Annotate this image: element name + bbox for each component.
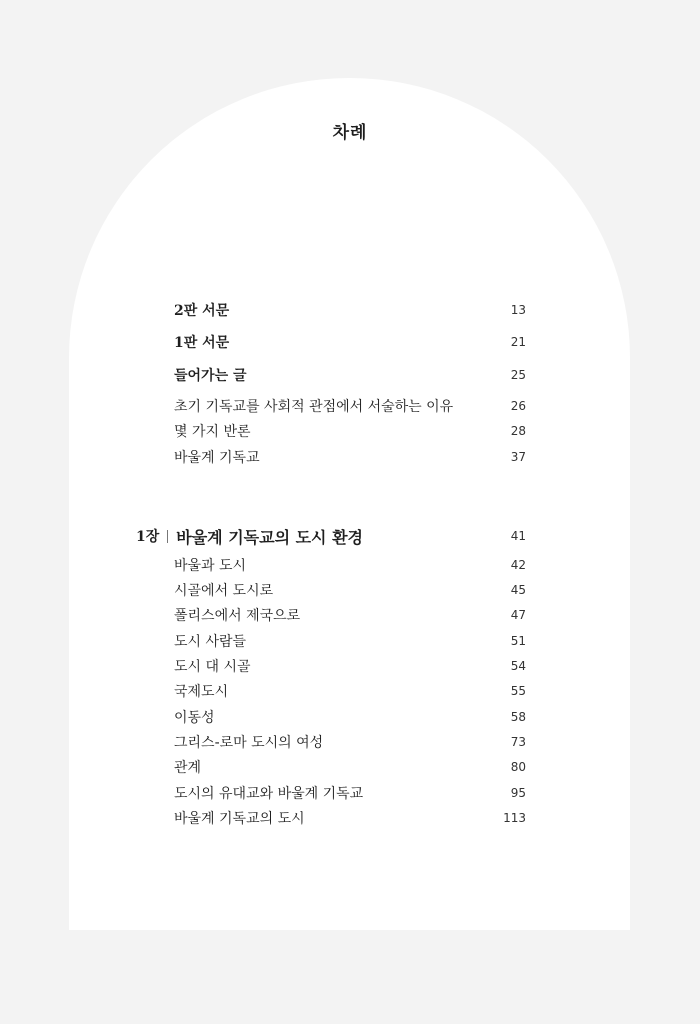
toc-entry-page: 47 [510, 608, 526, 622]
toc-entry-page: 55 [510, 684, 526, 698]
toc-entry-label: 2판 서문 [174, 303, 230, 319]
toc-entry-label: 도시 사람들 [174, 634, 247, 650]
toc-entry-page: 37 [510, 450, 526, 464]
toc-entry[interactable] [174, 782, 526, 804]
toc-entry-page: 54 [510, 659, 526, 673]
toc-entry[interactable] [174, 554, 526, 576]
toc-entry-page: 58 [510, 710, 526, 724]
toc-entry-label: 도시의 유대교와 바울계 기독교 [174, 786, 364, 802]
toc-entry[interactable] [174, 680, 526, 702]
chapter-title: 바울계 기독교의 도시 환경 [176, 527, 363, 547]
toc-entry-page: 25 [510, 368, 526, 382]
toc-chapter-heading[interactable] [136, 524, 526, 548]
toc-entry-introduction[interactable] [174, 364, 526, 386]
toc-entry[interactable] [174, 756, 526, 778]
chapter-number: 1장 [136, 529, 160, 545]
toc-entry-page: 73 [510, 735, 526, 749]
toc-entry[interactable] [174, 446, 526, 468]
toc-entry[interactable] [174, 395, 526, 417]
toc-entry-page: 45 [510, 583, 526, 597]
toc-entry-label: 바울계 기독교 [174, 450, 260, 466]
toc-entry-label: 시골에서 도시로 [174, 583, 274, 599]
toc-entry[interactable] [174, 706, 526, 728]
toc-entry-label: 초기 기독교를 사회적 관점에서 서술하는 이유 [174, 399, 454, 415]
toc-entry-label: 들어가는 글 [174, 368, 247, 384]
toc-entry[interactable] [174, 420, 526, 442]
toc-entry-preface-2nd[interactable] [174, 299, 526, 321]
toc-entry-page: 51 [510, 634, 526, 648]
toc-entry-page: 95 [510, 786, 526, 800]
toc-entry-page: 28 [510, 424, 526, 438]
toc-entry[interactable] [174, 579, 526, 601]
toc-entry-label: 바울과 도시 [174, 558, 247, 574]
toc-entry[interactable] [174, 630, 526, 652]
toc-entry-label: 국제도시 [174, 684, 229, 700]
toc-entry-page: 42 [510, 558, 526, 572]
toc-entry-preface-1st[interactable] [174, 331, 526, 353]
toc-entry-label: 폴리스에서 제국으로 [174, 608, 301, 624]
toc-entry-label: 1판 서문 [174, 335, 230, 351]
toc-entry-page: 80 [510, 760, 526, 774]
toc-entry-label: 도시 대 시골 [174, 659, 251, 675]
toc-entry-page: 26 [510, 399, 526, 413]
toc-entry[interactable] [174, 655, 526, 677]
toc-entry-label: 이동성 [174, 710, 215, 726]
toc-entry-page: 13 [510, 303, 526, 317]
toc-entry-page: 113 [503, 811, 526, 825]
toc-title: 차례 [332, 123, 368, 143]
toc-entry[interactable] [174, 807, 526, 829]
toc-entry-label: 바울계 기독교의 도시 [174, 811, 305, 827]
toc-entry-label: 그리스-로마 도시의 여성 [174, 735, 324, 751]
chapter-page: 41 [510, 529, 526, 543]
toc-entry[interactable] [174, 604, 526, 626]
toc-entry-page: 21 [510, 335, 526, 349]
toc-entry-label: 몇 가지 반론 [174, 424, 251, 440]
toc-entry-label: 관계 [174, 760, 202, 776]
chapter-divider [167, 530, 168, 543]
toc-entry[interactable] [174, 731, 526, 753]
